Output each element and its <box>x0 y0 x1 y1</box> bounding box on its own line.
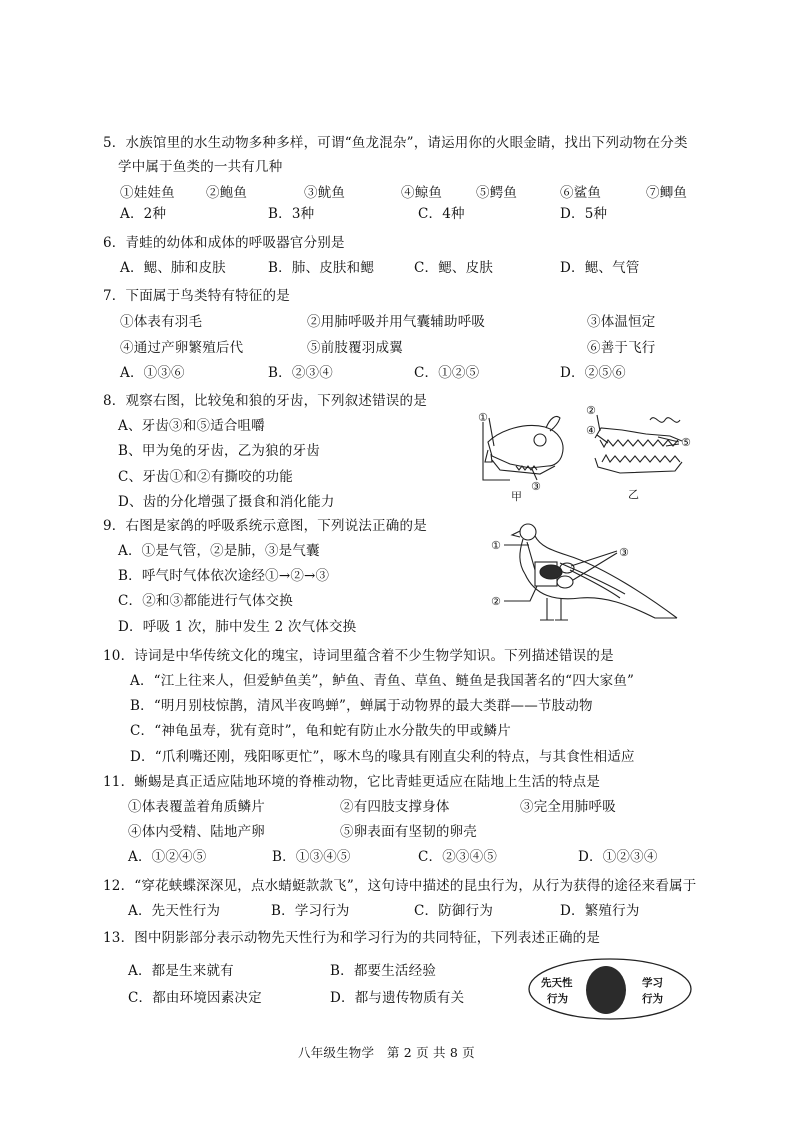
pigeon-drawing <box>504 524 677 620</box>
question-12-option-d: D．繁殖行为 <box>560 903 640 919</box>
behavior-venn-figure <box>526 956 694 1022</box>
question-10-stem: 10．诗词是中华传统文化的瑰宝，诗词里蕴含着不少生物学知识。下列描述错误的是 <box>103 648 614 664</box>
wolf-jaw-drawing <box>595 415 682 473</box>
question-9-stem: 9．右图是家鸽的呼吸系统示意图，下列说法正确的是 <box>103 518 427 534</box>
question-5-option-b: B．3种 <box>268 206 315 222</box>
question-13-stem: 13．图中阴影部分表示动物先天性行为和学习行为的共同特征，下列表述正确的是 <box>103 930 601 946</box>
question-11-stem: 11．蜥蜴是真正适应陆地环境的脊椎动物，它比青蛙更适应在陆地上生活的特点是 <box>103 774 601 790</box>
question-5-option-c: C．4种 <box>418 206 465 222</box>
rabbit-skull-drawing <box>483 416 563 480</box>
question-9-option-b: B．呼气时气体依次途经①→②→③ <box>118 568 330 584</box>
question-6-stem: 6．青蛙的幼体和成体的呼吸器官分别是 <box>103 235 345 251</box>
question-13-option-a: A．都是生来就有 <box>128 963 234 979</box>
question-12-option-c: C．防御行为 <box>414 903 494 919</box>
question-6-option-b: B．肺、皮肤和鳃 <box>268 260 375 276</box>
question-11-item: ④体内受精、陆地产卵 <box>128 824 265 840</box>
figure-label-1: ① <box>491 539 501 552</box>
question-7-item: ②用肺呼吸并用气囊辅助呼吸 <box>307 314 486 330</box>
question-5-item: ②鲍鱼 <box>206 185 248 201</box>
question-13-option-d: D．都与遗传物质有关 <box>330 990 465 1006</box>
question-7-item: ①体表有羽毛 <box>120 314 203 330</box>
figure-label-1: ① <box>478 411 488 424</box>
question-7-item: ④通过产卵繁殖后代 <box>120 340 244 356</box>
question-7-item: ③体温恒定 <box>587 314 656 330</box>
question-11-item: ②有四肢支撑身体 <box>340 799 450 815</box>
figure-label-4: ④ <box>586 424 596 437</box>
question-5-item: ⑤鳄鱼 <box>476 185 518 201</box>
pigeon-respiratory-figure <box>485 518 685 640</box>
figure-label-2: ② <box>491 595 501 608</box>
question-10-option-d: D．“爪利嘴还刚，残阳啄更忙”，啄木鸟的喙具有刚直尖利的特点，与其食性相适应 <box>130 749 635 765</box>
question-7-item: ⑤前肢覆羽成翼 <box>307 340 403 356</box>
question-11-option-a: A．①②④⑤ <box>128 849 207 865</box>
question-8-stem: 8．观察右图，比较兔和狼的牙齿，下列叙述错误的是 <box>103 393 427 409</box>
question-8-option-a: A、牙齿③和⑤适合咀嚼 <box>118 418 265 434</box>
question-8-option-c: C、牙齿①和②有撕咬的功能 <box>118 469 293 485</box>
venn-shaded-overlap <box>586 966 626 1014</box>
question-5-item: ④鲸鱼 <box>401 185 443 201</box>
question-11-item: ①体表覆盖着角质鳞片 <box>128 799 265 815</box>
question-5-stem-line-1: 5．水族馆里的水生动物多种多样，可谓“鱼龙混杂”，请运用你的火眼金睛，找出下列动物在分类 <box>103 135 688 151</box>
question-7-option-d: D．②⑤⑥ <box>560 365 626 381</box>
question-9-option-d: D．呼吸 1 次，肺中发生 2 次气体交换 <box>118 619 357 635</box>
figure-caption-yi: 乙 <box>628 488 639 501</box>
question-7-option-a: A．①③⑥ <box>120 365 185 381</box>
venn-right-label-line-1: 学习 <box>642 977 663 989</box>
question-7-stem: 7．下面属于鸟类特有特征的是 <box>103 288 290 304</box>
question-10-option-c: C．“神龟虽寿，犹有竟时”，龟和蛇有防止水分散失的甲或鳞片 <box>130 723 511 739</box>
question-13-option-b: B．都要生活经验 <box>330 963 437 979</box>
venn-left-label-line-1: 先天性 <box>541 977 573 989</box>
question-11-item: ③完全用肺呼吸 <box>520 799 616 815</box>
venn-right-label-line-2: 行为 <box>642 993 663 1005</box>
question-5-item: ⑥鲨鱼 <box>560 185 602 201</box>
question-9-option-a: A．①是气管，②是肺，③是气囊 <box>118 543 320 559</box>
venn-left-label-line-2: 行为 <box>547 993 568 1005</box>
question-9-option-c: C．②和③都能进行气体交换 <box>118 593 293 609</box>
question-13-option-c: C．都由环境因素决定 <box>128 990 262 1006</box>
question-6-option-a: A．鳃、肺和皮肤 <box>120 260 226 276</box>
figure-caption-jia: 甲 <box>511 490 522 503</box>
question-11-item: ⑤卵表面有坚韧的卵壳 <box>340 824 477 840</box>
question-12-stem: 12．“穿花蛱蝶深深见，点水蜻蜓款款飞”，这句诗中描述的昆虫行为，从行为获得的途径来看属于 <box>103 878 697 894</box>
question-8-option-d: D、齿的分化增强了摄食和消化能力 <box>118 494 335 510</box>
question-12-option-b: B．学习行为 <box>271 903 350 919</box>
question-6-option-c: C．鳃、皮肤 <box>414 260 494 276</box>
figure-label-2: ② <box>586 404 596 417</box>
question-12-option-a: A．先天性行为 <box>128 903 221 919</box>
question-5-item: ③鱿鱼 <box>304 185 346 201</box>
question-7-option-c: C．①②⑤ <box>414 365 480 381</box>
question-5-option-a: A．2种 <box>120 206 167 222</box>
question-11-option-b: B．①③④⑤ <box>272 849 351 865</box>
question-10-option-b: B．“明月别枝惊鹊，清风半夜鸣蝉”，蝉属于动物界的最大类群——节肢动物 <box>130 698 593 714</box>
figure-label-3: ③ <box>531 480 541 493</box>
question-5-stem-line-2: 学中属于鱼类的一共有几种 <box>118 159 283 175</box>
figure-label-3: ③ <box>619 546 629 559</box>
question-5-item: ⑦鲫鱼 <box>646 185 688 201</box>
question-11-option-c: C．②③④⑤ <box>418 849 498 865</box>
question-5-item: ①娃娃鱼 <box>120 185 175 201</box>
question-8-option-b: B、甲为兔的牙齿，乙为狼的牙齿 <box>118 443 320 459</box>
figure-label-5: ⑤ <box>681 436 691 449</box>
page-footer: 八年级生物学 第 2 页 共 8 页 <box>298 1045 475 1060</box>
question-6-option-d: D．鳃、气管 <box>560 260 640 276</box>
question-7-option-b: B．②③④ <box>268 365 333 381</box>
question-7-item: ⑥善于飞行 <box>587 340 656 356</box>
teeth-comparison-figure <box>470 400 695 505</box>
question-5-option-d: D．5种 <box>560 206 608 222</box>
question-11-option-d: D．①②③④ <box>578 849 658 865</box>
question-10-option-a: A．“江上往来人，但爱鲈鱼美”，鲈鱼、青鱼、草鱼、鲢鱼是我国著名的“四大家鱼” <box>130 673 635 689</box>
